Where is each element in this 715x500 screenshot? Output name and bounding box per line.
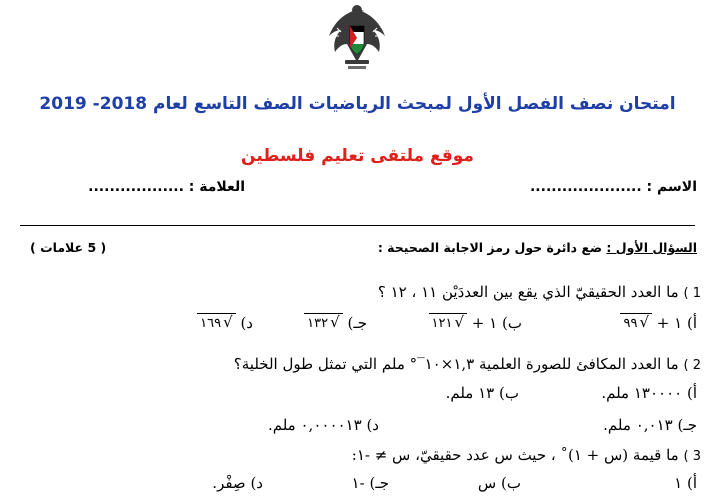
grade-field: العلامة : .................. [88, 179, 245, 195]
option-a[interactable]: أ) ١ + √ ٩٩ [620, 314, 697, 332]
question-text: ما العدد المكافئ للصورة العلمية ١,٣×١٠‾° ملم التي تمثل طول الخلية؟ [233, 355, 679, 373]
section-header [378, 240, 697, 255]
question-number: 2 ) [683, 358, 701, 373]
question-text: ما العدد الحقيقيّ الذي يقع بين العددَيْن ١١ ، ١٢ ؟ [377, 283, 679, 301]
option-b[interactable]: ب) ١٣ ملم. [445, 384, 519, 402]
question-text: ما قيمة (س + ١)˚ ، حيث س عدد حقيقيّ، س ≠ -١: [351, 446, 679, 464]
section-marks: ( 5 علامات ) [30, 240, 107, 255]
question-3-options [0, 474, 715, 496]
option-c[interactable]: جـ) √ ١٣٢ [304, 314, 367, 332]
question-2 [234, 355, 701, 373]
question-number: 3 ) [683, 449, 701, 464]
option-d[interactable]: د) ٠,٠٠٠٠١٣ ملم. [267, 416, 379, 434]
radical-icon: √ ١٦٩ [197, 313, 236, 331]
question-number: 1 ) [683, 286, 701, 301]
radical-icon: √ ٩٩ [620, 313, 652, 331]
option-c[interactable]: جـ) -١ [351, 474, 389, 492]
option-b[interactable]: ب) س [477, 474, 521, 492]
radical-icon: √ ١٣٢ [304, 313, 343, 331]
divider [20, 225, 695, 226]
palestine-emblem-icon [325, 2, 389, 74]
option-b[interactable]: ب) ١ + √ ١٢١ [429, 314, 522, 332]
question-1 [378, 283, 701, 301]
option-c[interactable]: جـ) ٠,٠١٣ ملم. [603, 416, 697, 434]
site-subtitle: موقع ملتقى تعليم فلسطين [241, 146, 474, 166]
section-instruction: ضع دائرة حول رمز الاجابة الصحيحة : [377, 240, 607, 255]
option-a[interactable]: أ) ١٣٠٠٠٠ ملم. [601, 384, 697, 402]
section-label: السؤال الأول : [606, 240, 697, 255]
option-a[interactable]: أ) ١ [674, 474, 697, 492]
name-field: الاسم : ..................... [529, 179, 697, 195]
option-d[interactable]: د) صِفْر. [212, 474, 263, 492]
question-2-options-row2 [0, 416, 715, 438]
question-3 [352, 446, 701, 464]
radical-icon: √ ١٢١ [429, 313, 468, 331]
question-1-options [0, 314, 715, 338]
option-d[interactable]: د) √ ١٦٩ [197, 314, 253, 332]
exam-title: امتحان نصف الفصل الأول لمبحث الرياضيات الصف التاسع لعام 2018- 2019 [39, 94, 676, 114]
question-2-options-row1 [0, 384, 715, 406]
